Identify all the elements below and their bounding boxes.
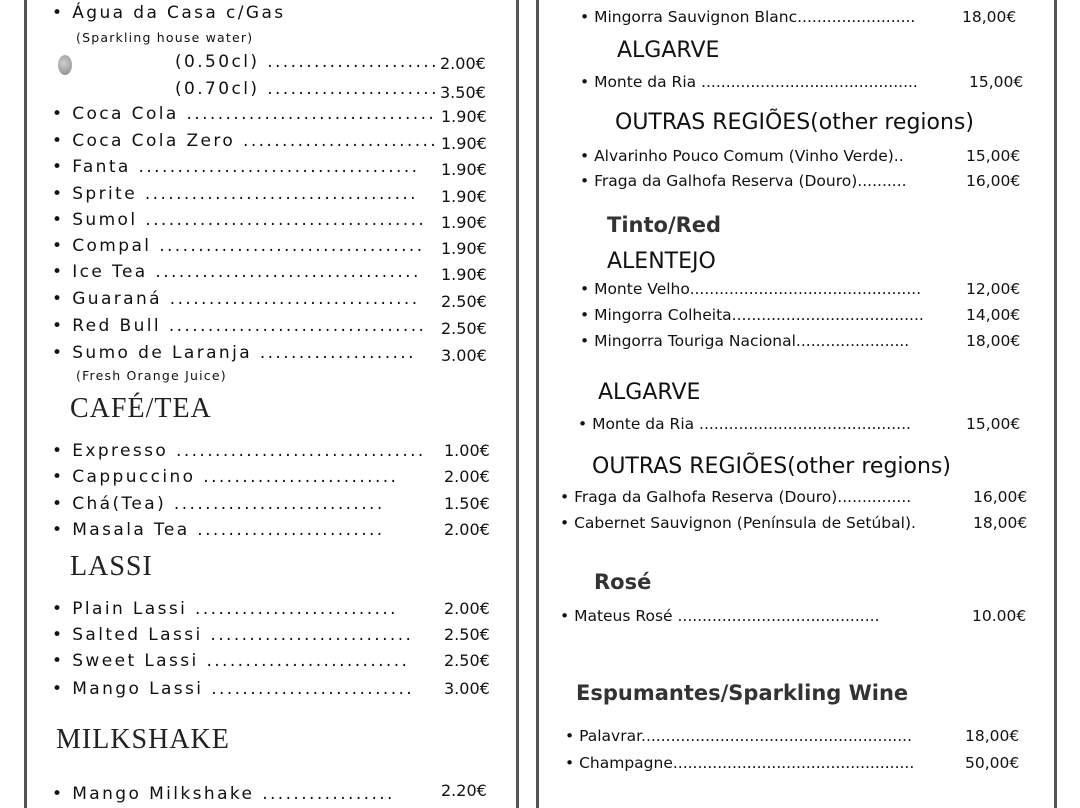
menu-item: • Mingorra Colheita.......................................: [580, 306, 924, 324]
menu-item: • Fanta ....................................: [52, 157, 420, 177]
agua-note: (Sparkling house water): [76, 30, 254, 45]
menu-item: • Guaraná ................................: [52, 289, 420, 309]
menu-item: • Fraga da Galhofa Reserva (Douro)..........: [580, 172, 907, 190]
menu-item: • Champagne.................................................: [565, 754, 915, 772]
menu-item: • Mingorra Touriga Nacional.......................: [580, 332, 910, 350]
menu-item: • Fraga da Galhofa Reserva (Douro)...............: [560, 488, 912, 506]
white-algarve-title: ALGARVE: [617, 38, 720, 63]
lassi-title: LASSI: [70, 551, 153, 582]
menu-item: • Sumo de Laranja ....................: [52, 343, 416, 363]
column-border-right: [536, 0, 539, 808]
menu-item-price: 50,00€: [965, 754, 1020, 772]
menu-item: • Expresso ................................: [52, 441, 426, 461]
red-title: Tinto/Red: [607, 213, 722, 237]
menu-item: • Salted Lassi ..........................: [52, 625, 414, 645]
menu-item-price: 1.90€: [441, 107, 487, 126]
red-algarve-title: ALGARVE: [598, 380, 701, 405]
menu-item: • Sumol ....................................: [52, 210, 427, 230]
menu-item-price: 2.20€: [441, 781, 487, 800]
menu-item-price: 1.90€: [441, 265, 487, 284]
menu-item-price: 2.00€: [444, 599, 490, 618]
menu-item-price: 12,00€: [966, 280, 1021, 298]
agua-price-2: 3.50€: [440, 83, 486, 102]
menu-item: • Red Bull .................................: [52, 316, 427, 336]
menu-item-price: 3.00€: [441, 346, 487, 365]
menu-item-price: 2.00€: [444, 520, 490, 539]
menu-item: • Mango Lassi ..........................: [52, 679, 415, 699]
agua-size-2: (0.70cl) ......................: [175, 79, 439, 99]
menu-item-price: 15,00€: [966, 415, 1021, 433]
menu-item: • Cabernet Sauvignon (Península de Setúbal).: [560, 514, 916, 532]
top-item-price: 18,00€: [962, 8, 1017, 26]
menu-item-price: 1.90€: [441, 134, 487, 153]
sparkling-title: Espumantes/Sparkling Wine: [576, 681, 909, 705]
menu-item: • Monte da Ria ...........................................: [578, 415, 911, 433]
menu-item-price: 1.90€: [441, 213, 487, 232]
menu-item: • Coca Cola ................................: [52, 104, 437, 124]
menu-item: • Coca Cola Zero .........................: [52, 131, 439, 151]
menu-item-price: 1.50€: [444, 494, 490, 513]
menu-item: • Monte da Ria ............................................: [580, 73, 918, 91]
menu-item: • Ice Tea ..................................: [52, 262, 421, 282]
milkshake-title: MILKSHAKE: [56, 724, 230, 755]
agua-label: • Água da Casa c/Gas: [52, 3, 286, 23]
red-alentejo-title: ALENTEJO: [607, 249, 716, 274]
menu-item-price: 18,00€: [973, 514, 1028, 532]
menu-item-price: 2.00€: [444, 467, 490, 486]
menu-item-price: 15,00€: [966, 147, 1021, 165]
menu-item-price: 18,00€: [965, 727, 1020, 745]
menu-item: • Mateus Rosé .........................................: [560, 607, 880, 625]
menu-item-price: 14,00€: [966, 306, 1021, 324]
red-outras-title: OUTRAS REGIÕES(other regions): [592, 454, 951, 479]
menu-item-price: 15,00€: [969, 73, 1024, 91]
menu-item-price: 10.00€: [972, 607, 1027, 625]
menu-item: • Palavrar.......................................................: [565, 727, 913, 745]
agua-size-1: (0.50cl) ......................: [175, 52, 439, 72]
menu-item-price: 3.00€: [444, 679, 490, 698]
agua-price-1: 2.00€: [440, 54, 486, 73]
menu-item-price: 1.90€: [441, 160, 487, 179]
menu-item: • Monte Velho...............................................: [580, 280, 922, 298]
menu-item: • Chá(Tea) ...........................: [52, 494, 385, 514]
menu-item-price: 2.50€: [441, 319, 487, 338]
page-border-left: [24, 0, 27, 808]
menu-item: • Mango Milkshake .................: [52, 784, 395, 804]
menu-item: • Sprite ...................................: [52, 184, 418, 204]
menu-item-price: 16,00€: [973, 488, 1028, 506]
page-border-right: [1054, 0, 1057, 808]
menu-item-price: 1.90€: [441, 187, 487, 206]
rose-title: Rosé: [594, 570, 652, 594]
menu-item: • Sweet Lassi ..........................: [52, 651, 410, 671]
menu-item-price: 1.90€: [441, 239, 487, 258]
column-border-left: [516, 0, 519, 808]
orange-note: (Fresh Orange Juice): [76, 368, 227, 383]
top-item: • Mingorra Sauvignon Blanc........................: [580, 8, 916, 26]
menu-item-price: 1.00€: [444, 441, 490, 460]
menu-item: • Masala Tea ........................: [52, 520, 385, 540]
menu-item: • Cappuccino .........................: [52, 467, 399, 487]
menu-item-price: 2.50€: [441, 292, 487, 311]
menu-item: • Compal ..................................: [52, 236, 425, 256]
white-outras-title: OUTRAS REGIÕES(other regions): [615, 110, 974, 135]
menu-item: • Plain Lassi ..........................: [52, 599, 398, 619]
menu-item-price: 2.50€: [444, 651, 490, 670]
menu-item-price: 2.50€: [444, 625, 490, 644]
menu-item-price: 18,00€: [966, 332, 1021, 350]
menu-item-price: 16,00€: [966, 172, 1021, 190]
cafe-title: CAFÉ/TEA: [70, 393, 212, 424]
menu-item: • Alvarinho Pouco Comum (Vinho Verde)..: [580, 147, 904, 165]
pebble-image: [58, 55, 72, 75]
